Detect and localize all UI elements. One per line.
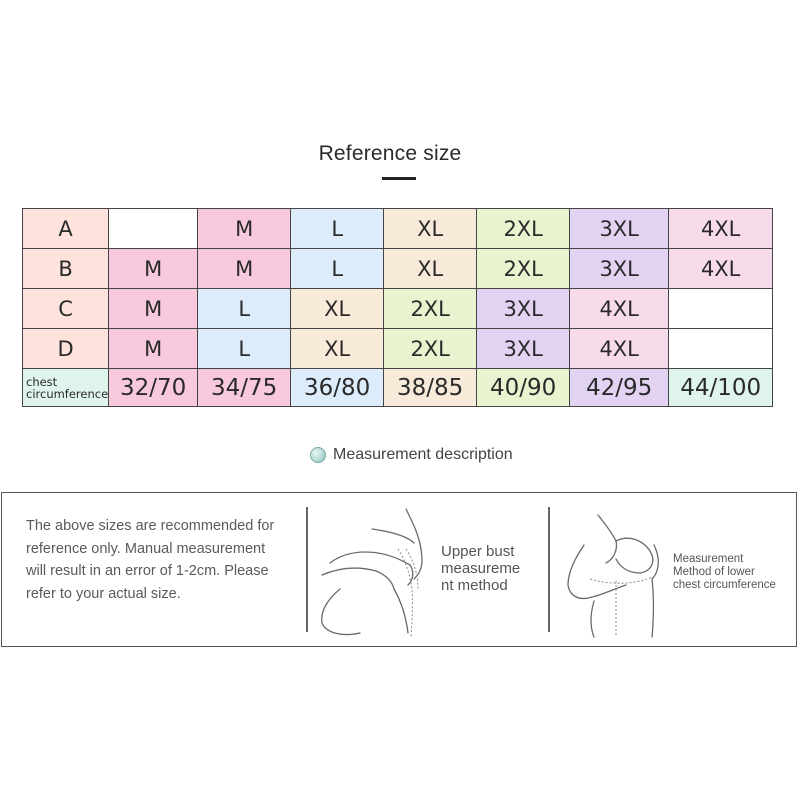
circumference-label-line: circumference [26, 386, 109, 401]
size-cell: L [198, 289, 291, 329]
size-cell: 3XL [477, 289, 570, 329]
size-cell: L [291, 249, 384, 289]
circumference-cell: 36/80 [291, 369, 384, 407]
size-cell: 2XL [477, 249, 570, 289]
size-cell: M [109, 289, 198, 329]
lower-chest-caption [673, 553, 776, 592]
page-title: Reference size [318, 142, 462, 165]
table-row [23, 249, 773, 289]
size-cell: 3XL [570, 209, 669, 249]
size-cell: XL [291, 329, 384, 369]
table-row [23, 289, 773, 329]
size-cell: XL [384, 209, 477, 249]
cup-label: D [23, 329, 109, 369]
bubble-icon [310, 447, 326, 463]
size-cell: XL [384, 249, 477, 289]
circumference-cell: 34/75 [198, 369, 291, 407]
caption-line: nt method [441, 577, 508, 594]
upper-bust-caption [441, 543, 520, 594]
cup-label: B [23, 249, 109, 289]
measurement-heading [310, 446, 513, 464]
size-cell: 4XL [669, 249, 773, 289]
table-row [23, 209, 773, 249]
size-cell: M [198, 249, 291, 289]
panel-divider [306, 507, 308, 632]
circumference-cell: 40/90 [477, 369, 570, 407]
circumference-cell: 44/100 [669, 369, 773, 407]
cup-label: A [23, 209, 109, 249]
size-cell: 2XL [384, 289, 477, 329]
size-cell: XL [291, 289, 384, 329]
size-cell [669, 329, 773, 369]
caption-line: Method of lower [673, 566, 755, 578]
size-cell: 4XL [570, 289, 669, 329]
measurement-box [1, 492, 797, 647]
circumference-cell: 42/95 [570, 369, 669, 407]
size-cell: 2XL [477, 209, 570, 249]
size-cell: M [198, 209, 291, 249]
size-cell: 3XL [477, 329, 570, 369]
measurement-heading-text: Measurement description [333, 446, 513, 463]
size-cell: L [198, 329, 291, 369]
cup-label: C [23, 289, 109, 329]
circumference-label-line: chest [26, 374, 58, 389]
size-cell: M [109, 249, 198, 289]
circumference-label [23, 369, 109, 407]
size-cell: 3XL [570, 249, 669, 289]
caption-line: Measurement [673, 553, 744, 565]
size-cell: 4XL [570, 329, 669, 369]
caption-line: measureme [441, 560, 521, 577]
caption-line: chest circumference [673, 579, 776, 591]
circumference-cell: 38/85 [384, 369, 477, 407]
size-cell: L [291, 209, 384, 249]
title-underline [382, 177, 416, 180]
size-table [22, 208, 773, 407]
size-cell: M [109, 329, 198, 369]
upper-bust-figure-illustration [310, 505, 440, 640]
size-cell [109, 209, 198, 249]
lower-chest-figure-illustration [554, 505, 674, 640]
circumference-row [23, 369, 773, 407]
size-cell [669, 289, 773, 329]
size-cell: 2XL [384, 329, 477, 369]
table-row [23, 329, 773, 369]
circumference-cell: 32/70 [109, 369, 198, 407]
panel-divider [548, 507, 550, 632]
measurement-note: The above sizes are recommended for reference only. Manual measurement will result in an error of 1-2cm. Please refer to your actual size. [26, 518, 275, 602]
size-cell: 4XL [669, 209, 773, 249]
caption-line: Upper bust [441, 543, 515, 560]
